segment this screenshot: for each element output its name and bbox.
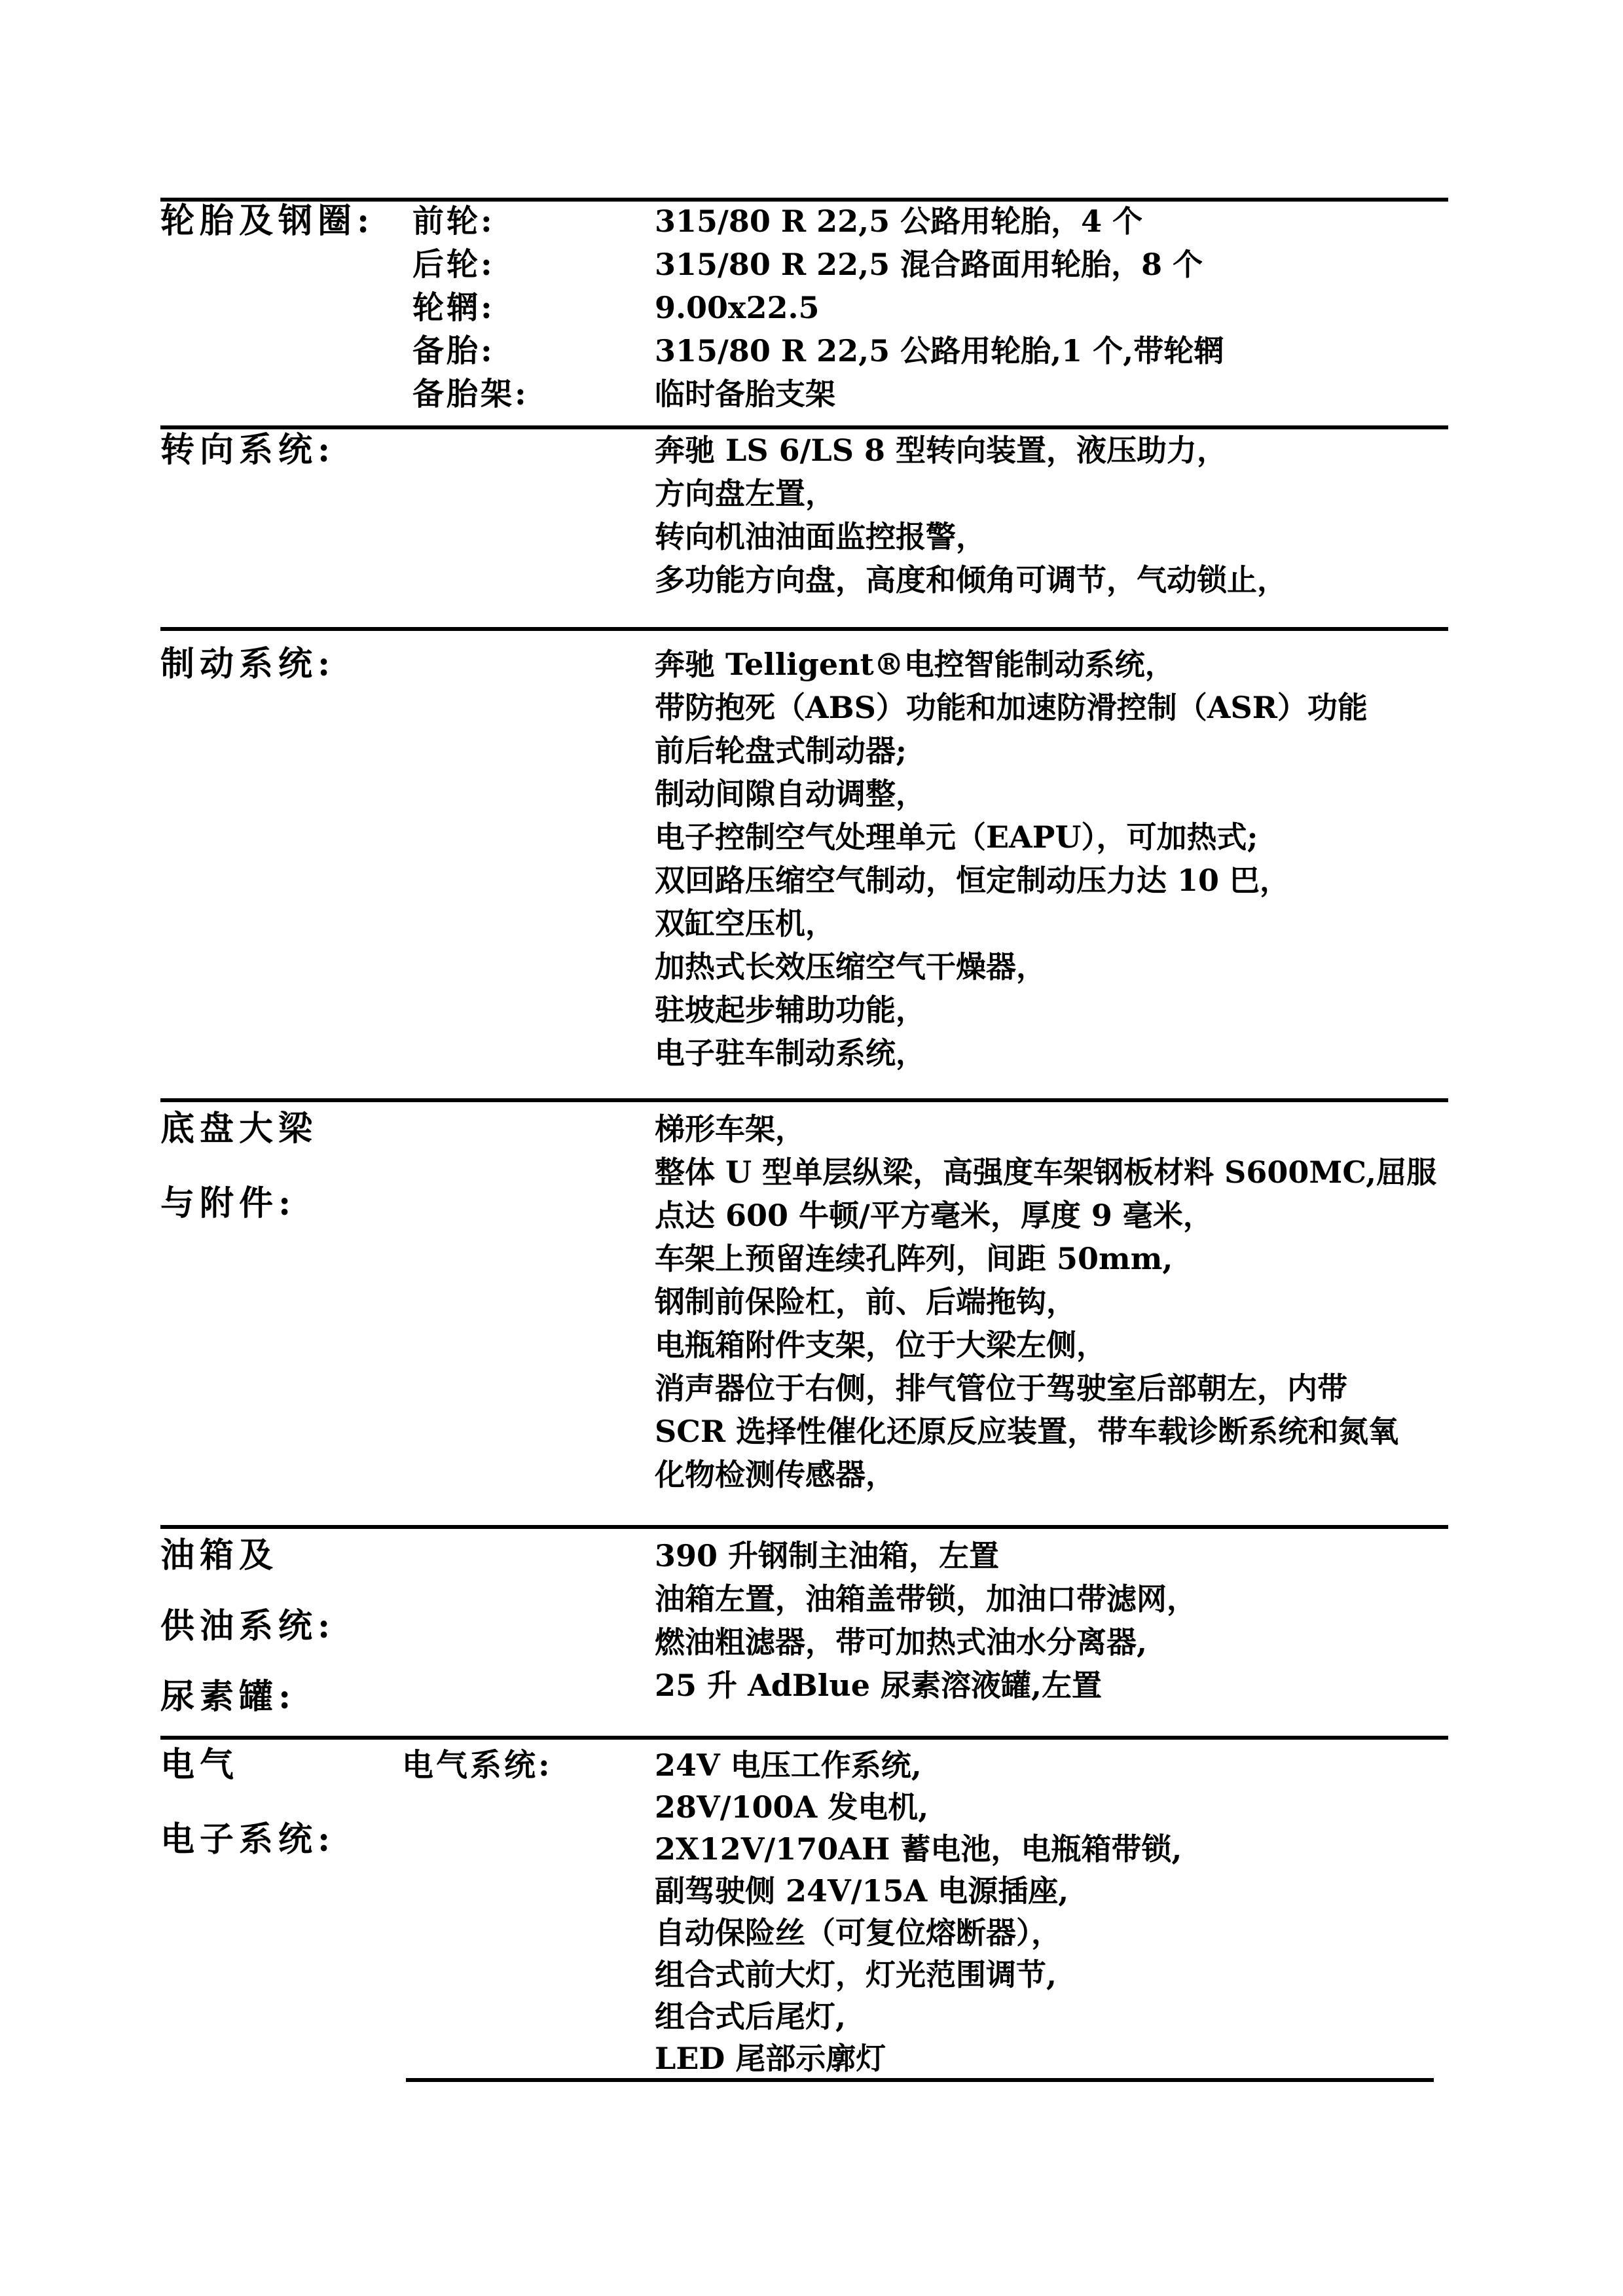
spec-line: 双回路压缩空气制动，恒定制动压力达 10 巴，	[655, 863, 1290, 898]
spec-line: 前后轮盘式制动器;	[655, 733, 907, 768]
sub-label-front-wheels: 前轮:	[412, 203, 495, 240]
spec-line: 点达 600 牛顿/平方毫米，厚度 9 毫米，	[655, 1198, 1213, 1233]
spec-line: SCR 选择性催化还原反应装置，带车载诊断系统和氮氧	[655, 1414, 1399, 1449]
spec-line: 自动保险丝（可复位熔断器），	[655, 1915, 1061, 1950]
section-label-electrical: 电气	[160, 1745, 240, 1785]
spec-line: 驻坡起步辅助功能，	[655, 992, 926, 1028]
spec-line: 315/80 R 22,5 混合路面用轮胎，8 个	[655, 247, 1203, 282]
spec-line: 转向机油油面监控报警，	[655, 519, 986, 554]
spec-line: 25 升 AdBlue 尿素溶液罐,左置	[655, 1668, 1102, 1703]
spec-line: 24V 电压工作系统,	[655, 1748, 922, 1783]
section-label-fuel-tank: 油箱及	[160, 1535, 279, 1575]
spec-line: 副驾驶侧 24V/15A 电源插座,	[655, 1873, 1069, 1909]
spec-line: 28V/100A 发电机,	[655, 1789, 929, 1825]
spec-line: 加热式长效压缩空气干燥器，	[655, 949, 1046, 984]
sub-label-spare-tire-carrier: 备胎架:	[412, 376, 529, 412]
spec-line: 2X12V/170AH 蓄电池，电瓶箱带锁,	[655, 1831, 1182, 1867]
spec-line: 电子驻车制动系统，	[655, 1035, 926, 1071]
section-label-steering: 转向系统:	[160, 430, 336, 470]
spec-line: 9.00x22.5	[655, 290, 820, 325]
spec-line: 临时备胎支架	[655, 376, 835, 412]
divider-electrical	[160, 1736, 1448, 1740]
spec-line: 奔驰 LS 6/LS 8 型转向装置，液压助力，	[655, 433, 1227, 468]
spec-line: 消声器位于右侧，排气管位于驾驶室后部朝左，内带	[655, 1371, 1347, 1406]
spec-line: 带防抱死（ABS）功能和加速防滑控制（ASR）功能	[655, 690, 1368, 725]
sub-label-electrical-system: 电气系统:	[402, 1747, 553, 1784]
sub-label-rear-wheels: 后轮:	[412, 246, 495, 283]
divider-braking	[160, 627, 1448, 631]
spec-line: 化物检测传感器，	[655, 1457, 896, 1492]
spec-line: 电子控制空气处理单元（EAPU），可加热式;	[655, 819, 1258, 855]
section-label-fuel-tank-3: 尿素罐:	[160, 1677, 297, 1717]
divider-chassis	[160, 1098, 1448, 1102]
section-label-braking: 制动系统:	[160, 644, 336, 684]
spec-line: 组合式后尾灯,	[655, 1999, 847, 2034]
sub-label-rim: 轮辋:	[412, 289, 495, 326]
divider-fuel	[160, 1525, 1448, 1529]
spec-line: 390 升钢制主油箱，左置	[655, 1538, 1000, 1573]
spec-line: 燃油粗滤器，带可加热式油水分离器,	[655, 1624, 1148, 1660]
spec-line: 整体 U 型单层纵梁，高强度车架钢板材料 S600MC,屈服	[655, 1155, 1437, 1190]
sub-label-spare-tire: 备胎:	[412, 332, 495, 369]
spec-line: 组合式前大灯，灯光范围调节,	[655, 1957, 1057, 1992]
section-label-electrical-2: 电子系统:	[160, 1820, 336, 1859]
spec-line: 钢制前保险杠，前、后端拖钩，	[655, 1284, 1076, 1319]
spec-line: 梯形车架，	[655, 1111, 805, 1147]
spec-line: 双缸空压机，	[655, 906, 835, 941]
spec-line: 车架上预留连续孔阵列，间距 50mm,	[655, 1241, 1173, 1276]
section-label-fuel-tank-2: 供油系统:	[160, 1606, 336, 1646]
spec-line: 奔驰 Telligent®电控智能制动系统，	[655, 647, 1175, 682]
spec-line: 315/80 R 22,5 公路用轮胎,1 个,带轮辋	[655, 333, 1224, 368]
spec-line: 电瓶箱附件支架，位于大梁左侧，	[655, 1327, 1106, 1363]
section-label-tires-rims: 轮胎及钢圈:	[160, 201, 375, 241]
spec-line: LED 尾部示廓灯	[655, 2041, 886, 2076]
spec-line: 多功能方向盘，高度和倾角可调节，气动锁止，	[655, 562, 1287, 598]
spec-line: 方向盘左置，	[655, 476, 835, 511]
section-label-chassis-frame-2: 与附件:	[160, 1183, 297, 1223]
spec-line: 315/80 R 22,5 公路用轮胎，4 个	[655, 204, 1143, 239]
section-label-chassis-frame: 底盘大梁	[160, 1109, 318, 1149]
spec-line: 油箱左置，油箱盖带锁，加油口带滤网，	[655, 1581, 1197, 1617]
spec-line: 制动间隙自动调整，	[655, 776, 926, 812]
